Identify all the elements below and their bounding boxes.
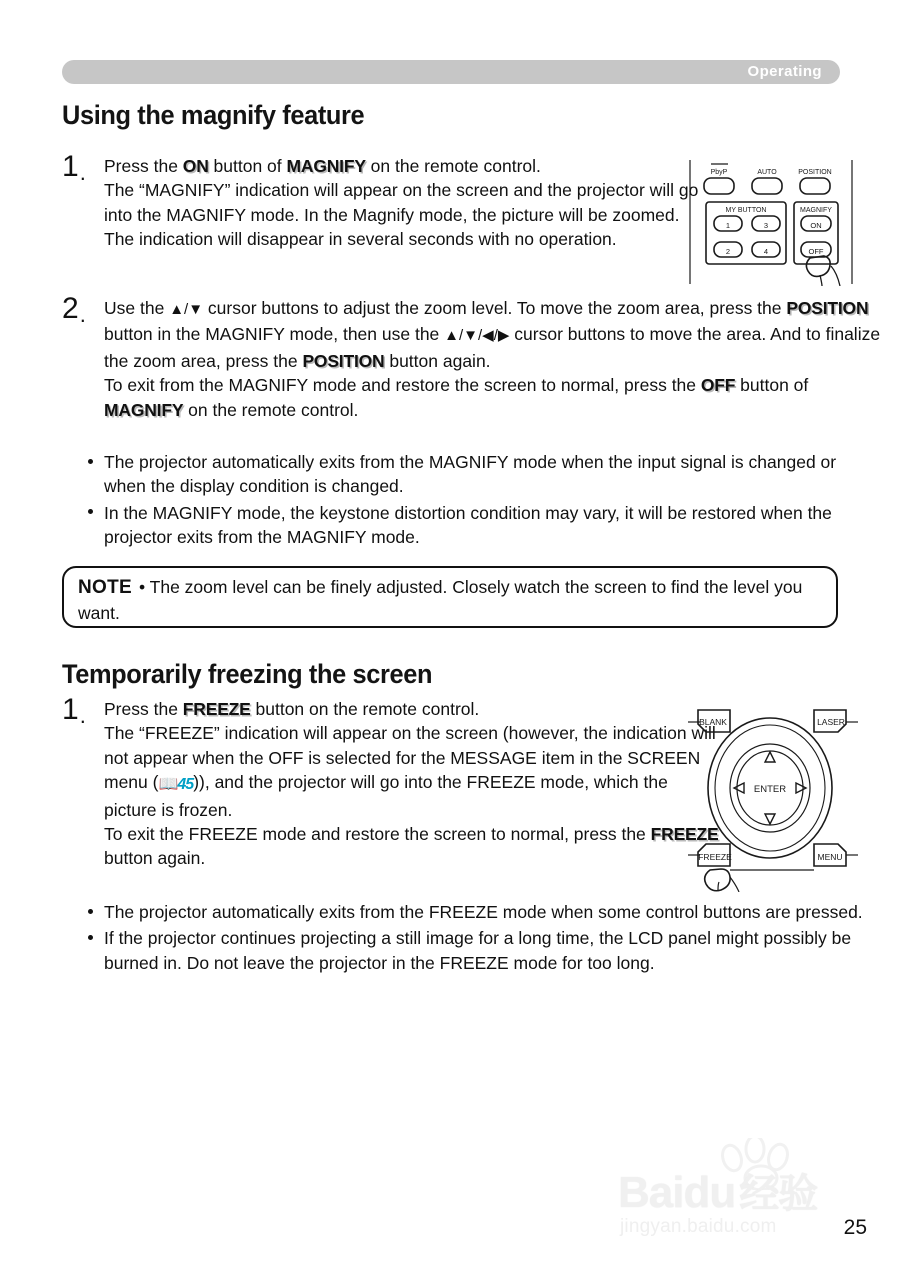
remote-label-menu: MENU: [817, 852, 843, 862]
bullet-dot-icon: [88, 909, 93, 914]
remote-label-my-button: MY BUTTON: [725, 207, 767, 214]
remote-key-1: 1: [725, 221, 731, 230]
remote-key-off: OFF: [808, 247, 824, 256]
remote-key-on: ON: [810, 221, 822, 230]
step1-freeze-seg-f: button again.: [104, 848, 206, 869]
step1-freeze-seg-b: button on the remote control.: [250, 699, 480, 719]
bullet-list-freeze: [88, 900, 863, 977]
book-icon: 📖: [158, 776, 178, 794]
step2-seg-a: Use the: [104, 298, 170, 318]
watermark-url: jingyan.baidu.com: [620, 1216, 777, 1237]
bullet-item: [88, 450, 858, 499]
cursor-right-icon: [796, 783, 806, 793]
step-number: 1.: [62, 150, 86, 185]
key-freeze-2: FREEZE: [650, 824, 719, 845]
step1-freeze-seg-c: The “FREEZE” indication will appear on the screen (however, the indication will not appear when the OFF is selected for the MESSAGE item in the SCREEN menu (: [104, 723, 716, 793]
bullet-item: [88, 900, 863, 924]
step1-magnify-line2: The “MAGNIFY” indication will appear on the screen and the projector will go into the MAGNIFY mode. In the Magnify mode, the picture will be zoomed. The indication will disappear in several seconds with no operation.: [104, 180, 699, 250]
key-magnify-2: MAGNIFY: [104, 399, 184, 420]
step1-freeze-seg-a: Press the: [104, 699, 183, 719]
remote-key-3: 3: [763, 221, 769, 230]
remote-label-magnify: MAGNIFY: [800, 207, 832, 214]
step-text: [104, 154, 704, 252]
key-on: ON: [182, 156, 209, 176]
watermark-brand-cn: 经验: [739, 1172, 818, 1216]
cursor-arrows-updown-icon: ▲/▼: [169, 301, 204, 318]
remote-control-freeze-illustration: [688, 700, 858, 892]
step2-seg-b: cursor buttons to adjust the zoom level. To move the zoom area, press the: [203, 298, 787, 318]
remote-key-4: 4: [763, 247, 769, 256]
bullet-item: [88, 501, 858, 550]
step1-magnify-seg-b: button of: [208, 156, 287, 176]
cursor-left-icon: [734, 783, 744, 793]
bullet-list-magnify: [88, 450, 858, 552]
remote-freeze-svg: [688, 700, 858, 892]
step2-seg-f: To exit from the MAGNIFY mode and restore the screen to normal, press the: [104, 375, 701, 396]
remote-label-position: POSITION: [798, 169, 832, 176]
step2-seg-c: button in the MAGNIFY mode, then use the: [104, 324, 445, 345]
remote-control-magnify-illustration: [684, 158, 859, 286]
bullet-text: In the MAGNIFY mode, the keystone distortion condition may vary, it will be restored when the projector exits from the MAGNIFY mode.: [104, 502, 832, 548]
remote-label-auto: AUTO: [757, 169, 777, 176]
remote-label-pbyp: PbyP: [710, 169, 728, 176]
key-magnify: MAGNIFY: [286, 156, 366, 176]
step2-seg-g: button of: [735, 375, 809, 396]
running-header-bar: [62, 60, 840, 84]
step2-seg-h: on the remote control.: [183, 399, 359, 420]
step2-seg-e: button again.: [384, 350, 491, 371]
remote-label-enter: ENTER: [753, 784, 787, 795]
cursor-up-icon: [765, 752, 775, 762]
remote-magnify-svg: [684, 158, 859, 286]
watermark-brand: [618, 1162, 817, 1219]
bullet-text: The projector automatically exits from the FREEZE mode when some control buttons are pressed.: [104, 902, 863, 922]
step-number: 2.: [62, 292, 86, 327]
key-freeze-1: FREEZE: [182, 699, 251, 719]
step1-freeze-seg-d: )), and the projector will go into the FREEZE mode, which the picture is frozen.: [104, 772, 668, 820]
paw-icon: [714, 1138, 806, 1190]
bullet-dot-icon: [88, 935, 93, 940]
watermark-brand-text: Baidu: [618, 1168, 736, 1217]
running-header-label: Operating: [747, 63, 822, 80]
step-number: 1.: [62, 693, 86, 728]
note-text: • The zoom level can be finely adjusted. Closely watch the screen to find the level you want.: [78, 577, 803, 623]
note-content: [78, 575, 824, 625]
step1-magnify-seg-c: on the remote control.: [365, 156, 541, 176]
bullet-item: [88, 926, 863, 975]
bullet-dot-icon: [88, 459, 93, 464]
cursor-arrows-quad-icon: ▲/▼/◀/▶: [444, 327, 510, 345]
note-box: [62, 566, 838, 628]
bullet-text: If the projector continues projecting a still image for a long time, the LCD panel might possibly be burned in. Do not leave the projector in the FREEZE mode for too long.: [104, 928, 852, 973]
remote-label-laser: LASER: [817, 717, 845, 727]
bullet-text: The projector automatically exits from the MAGNIFY mode when the input signal is changed or when the display condition is changed.: [104, 452, 837, 497]
step2-seg-d: cursor buttons to move the area. And to finalize the zoom area, press the: [104, 324, 881, 371]
section-heading-magnify: Using the magnify feature: [62, 100, 365, 130]
key-position-1: POSITION: [786, 298, 869, 318]
note-title: NOTE: [78, 577, 132, 598]
step-text: [104, 296, 884, 422]
page-number: 25: [843, 1216, 867, 1239]
bullet-dot-icon: [88, 509, 93, 514]
step1-freeze-seg-e: To exit the FREEZE mode and restore the screen to normal, press the: [104, 824, 651, 845]
cursor-down-icon: [765, 814, 775, 824]
step-text: [104, 697, 719, 871]
remote-label-freeze: FREEZE: [698, 852, 732, 862]
remote-label-blank: BLANK: [699, 717, 727, 727]
remote-key-2: 2: [725, 247, 731, 256]
section-heading-freeze: Temporarily freezing the screen: [62, 659, 433, 689]
key-off: OFF: [700, 375, 736, 396]
step1-magnify-seg-a: Press the: [104, 156, 183, 176]
cross-reference-page[interactable]: 45: [177, 776, 194, 794]
key-position-2: POSITION: [302, 350, 385, 371]
